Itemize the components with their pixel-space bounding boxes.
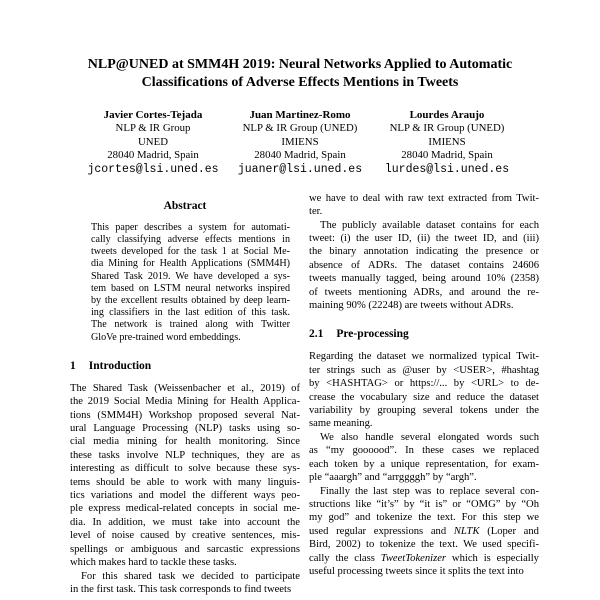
paragraph bbox=[91, 222, 290, 344]
text-line: ing classifiers in the last edition of this task. bbox=[91, 307, 290, 319]
paragraph bbox=[309, 350, 539, 430]
author-affiliation: IMIENS bbox=[428, 135, 466, 148]
paper-title-line-2: Classifications of Adverse Effects Mentions in Tweets bbox=[141, 74, 459, 90]
author-address: 28040 Madrid, Spain bbox=[107, 149, 199, 162]
text-line: tem based on LSTM neural networks inspired bbox=[91, 282, 290, 294]
text-line: ple “aaargh” and “arrggggh” by “argh”. bbox=[309, 472, 477, 484]
author-address: 28040 Madrid, Spain bbox=[254, 149, 346, 162]
text-line: same meaning. bbox=[309, 418, 373, 430]
text-line: maining 90% (22248) are tweets without ADRs. bbox=[309, 300, 514, 312]
paragraph bbox=[309, 485, 539, 579]
text-line: tics variations and model the different ways peo- bbox=[70, 490, 300, 502]
author-email: jcortes@lsi.uned.es bbox=[87, 162, 219, 176]
section-number: 1 bbox=[70, 359, 76, 372]
two-column-body bbox=[70, 192, 540, 597]
text-line: tems should be able to work with many linguis- bbox=[70, 476, 300, 488]
text-line: dia Mining for Health Applications (SMM4H) bbox=[91, 258, 290, 270]
text-line: these tasks involve NLP techniques, they are as bbox=[70, 449, 300, 461]
author-block bbox=[0, 108, 600, 177]
text-line: tweet: (i) the user ID, (ii) the tweet ID, and (iii) bbox=[309, 233, 539, 244]
text-line: dia. In addition, we must take into account the bbox=[70, 516, 300, 528]
text-line: Regarding the dataset we normalized typical Twit- bbox=[309, 351, 539, 363]
text-line: in the first task. This task corresponds to find tweets bbox=[70, 583, 292, 595]
author-name: Javier Cortes-Tejada bbox=[103, 109, 203, 121]
section-number: 2.1 bbox=[309, 328, 324, 341]
text-line: which makes hard to tackle these tasks. bbox=[70, 557, 237, 569]
paper-title bbox=[58, 56, 542, 91]
text-line: cial media mining for health monitoring. Since bbox=[70, 436, 300, 448]
text-line: structions like “it’s” by “it is” or “OMG” by “Oh bbox=[309, 498, 539, 510]
text-line: the binary annotation indicating the presence or bbox=[309, 246, 539, 258]
text-line: level of noise caused by creative sentences, mis- bbox=[70, 530, 300, 542]
section-title: Introduction bbox=[88, 359, 152, 372]
author-3 bbox=[374, 108, 521, 177]
text-line: cally classifying adverse effects mentions in bbox=[91, 233, 290, 245]
text-line: This paper describes a system for automati- bbox=[91, 221, 290, 233]
text-line: Bird, 2002) to tokenize the text. We used specifi- bbox=[309, 539, 539, 551]
section-heading bbox=[309, 327, 539, 342]
text-line: used regular expressions and NLTK (Loper and bbox=[309, 525, 539, 537]
author-name: Juan Martinez-Romo bbox=[249, 109, 351, 121]
author-2 bbox=[227, 108, 374, 177]
abstract-heading: Abstract bbox=[163, 199, 207, 212]
paper-title-line-1: NLP@UNED at SMM4H 2019: Neural Networks Applied to Automatic bbox=[87, 57, 513, 72]
text-line: we have to deal with raw text extracted from Twit- bbox=[309, 192, 539, 204]
author-name: Lourdes Araujo bbox=[409, 109, 485, 121]
text-line: crease the vocabulary size and reduce the dataset bbox=[309, 391, 539, 403]
text-line: my god” and tokenize the text. For this step we bbox=[309, 512, 539, 524]
text-line: Shared Task 2019. We have developed a sys- bbox=[91, 270, 290, 282]
author-affiliation: NLP & IR Group bbox=[115, 122, 191, 134]
text-line: useful processing tweets since it splits the text into bbox=[309, 565, 524, 577]
paragraph bbox=[70, 570, 300, 597]
text-line: of tweets mentioning ADRs, and around the re- bbox=[309, 286, 539, 298]
text-line: variability by grouping several tokens under the bbox=[309, 405, 539, 417]
text-line: as “my goooood”. In these cases we replaced bbox=[309, 445, 539, 457]
author-address: 28040 Madrid, Spain bbox=[401, 149, 493, 162]
text-line: tions (SMM4H) Workshop proposed several Nat- bbox=[70, 409, 300, 421]
author-affiliation: NLP & IR Group (UNED) bbox=[242, 122, 358, 134]
right-column bbox=[309, 192, 539, 579]
author-affiliation: NLP & IR Group (UNED) bbox=[389, 122, 505, 134]
text-line: interesting as difficult to solve because these sys- bbox=[70, 463, 300, 475]
section-heading bbox=[70, 359, 300, 374]
paragraph bbox=[309, 192, 539, 219]
text-line: tweets manually tagged, being around 10% (2358) bbox=[309, 273, 539, 285]
paragraph bbox=[309, 219, 539, 313]
paragraph bbox=[309, 431, 539, 485]
text-line: Finally the last step was to replace several con- bbox=[320, 485, 539, 497]
author-1 bbox=[80, 108, 227, 177]
text-line: by <HASHTAG> or https://... by <URL> to de- bbox=[309, 378, 539, 390]
text-line: For this shared task we decided to participate bbox=[81, 570, 300, 582]
text-line: The Shared Task (Weissenbacher et al., 2019) of bbox=[70, 382, 300, 394]
author-email: lurdes@lsi.uned.es bbox=[384, 162, 510, 176]
text-line: ple express medical-related concepts in social me- bbox=[70, 503, 300, 515]
text-line: The publicly available dataset contains for each bbox=[320, 219, 539, 231]
paragraph bbox=[70, 382, 300, 570]
author-email: juaner@lsi.uned.es bbox=[237, 162, 363, 176]
text-line: by the excellent results obtained by deep learn- bbox=[91, 295, 290, 306]
text-line: tweets developed for the task 1 at Social Me- bbox=[91, 246, 290, 258]
text-line: cally the class TweetTokenizer which is especially bbox=[309, 552, 539, 564]
text-line: ural Language Processing (NLP) tasks using so- bbox=[70, 423, 300, 435]
text-line: ter strings such as @user by <USER>, #hashtag bbox=[309, 364, 539, 376]
text-line: spellings or ambiguous and sarcastic expressions bbox=[70, 543, 300, 555]
text-line: each token by a unique representation, for exam- bbox=[309, 458, 539, 470]
left-column bbox=[70, 192, 300, 597]
text-line: GloVe pre-trained word embeddings. bbox=[91, 331, 241, 343]
author-affiliation: UNED bbox=[138, 135, 168, 148]
author-affiliation: IMIENS bbox=[281, 135, 319, 148]
section-title: Pre-processing bbox=[336, 328, 409, 341]
text-line: The network is trained along with Twitter bbox=[91, 319, 290, 331]
text-line: We also handle several elongated words such bbox=[320, 431, 539, 443]
text-line: the 2019 Social Media Mining for Health Applica- bbox=[70, 396, 300, 408]
text-line: ter. bbox=[309, 206, 323, 218]
text-line: absence of ADRs. The dataset contains 24606 bbox=[309, 259, 539, 271]
